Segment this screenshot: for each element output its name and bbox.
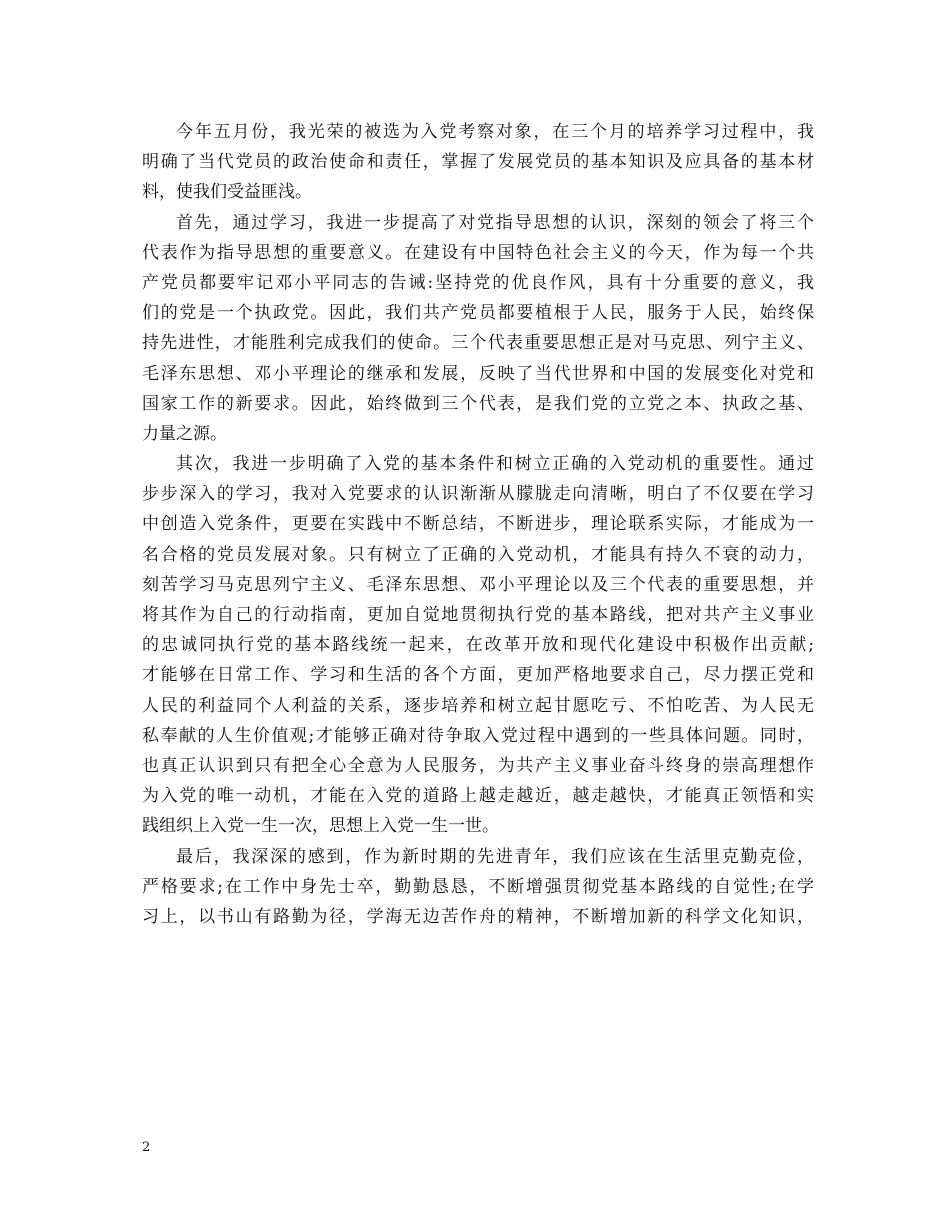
text-line: 刻苦学习马克思列宁主义、毛泽东思想、邓小平理论以及三个代表的重要思想，并 bbox=[142, 574, 814, 595]
text-line: 习上，以书山有路勤为径，学海无边苦作舟的精神，不断增加新的科学文化知识， bbox=[142, 906, 814, 927]
text-line: 最后，我深深的感到，作为新时期的先进青年，我们应该在生活里克勤克俭， bbox=[176, 846, 814, 867]
text-line: 产党员都要牢记邓小平同志的告诫:坚持党的优良作风，具有十分重要的意义，我 bbox=[142, 272, 814, 293]
text-line: 步步深入的学习，我对入党要求的认识渐渐从朦胧走向清晰，明白了不仅要在学习 bbox=[142, 484, 814, 505]
text-line: 持先进性，才能胜利完成我们的使命。三个代表重要思想正是对马克思、列宁主义、 bbox=[142, 333, 814, 354]
paragraph bbox=[142, 117, 814, 208]
text-line: 将其作为自己的行动指南，更加自觉地贯彻执行党的基本路线，把对共产主义事业 bbox=[142, 605, 814, 625]
body-text bbox=[142, 117, 814, 932]
text-line: 人民的利益同个人利益的关系，逐步培养和树立起甘愿吃亏、不怕吃苦、为人民无 bbox=[142, 695, 814, 716]
text-line: 毛泽东思想、邓小平理论的继承和发展，反映了当代世界和中国的发展变化对党和 bbox=[142, 363, 814, 384]
text-line: 料，使我们受益匪浅。 bbox=[142, 182, 312, 203]
text-line: 名合格的党员发展对象。只有树立了正确的入党动机，才能具有持久不衰的动力， bbox=[142, 544, 814, 565]
text-line: 的忠诚同执行党的基本路线统一起来，在改革开放和现代化建设中积极作出贡献; bbox=[142, 635, 814, 656]
text-line: 其次，我进一步明确了入党的基本条件和树立正确的入党动机的重要性。通过 bbox=[176, 454, 814, 475]
text-line: 才能够在日常工作、学习和生活的各个方面，更加严格地要求自己，尽力摆正党和 bbox=[142, 665, 814, 686]
text-line: 今年五月份，我光荣的被选为入党考察对象，在三个月的培养学习过程中，我 bbox=[176, 122, 814, 142]
text-line: 明确了当代党员的政治使命和责任，掌握了发展党员的基本知识及应具备的基本材 bbox=[142, 152, 814, 173]
text-line: 私奉献的人生价值观;才能够正确对待争取入党过程中遇到的一些具体问题。同时， bbox=[142, 725, 814, 746]
paragraph bbox=[142, 449, 814, 841]
text-line: 践组织上入党一生一次，思想上入党一生一世。 bbox=[142, 816, 499, 837]
text-line: 国家工作的新要求。因此，始终做到三个代表，是我们党的立党之本、执政之基、 bbox=[142, 393, 814, 414]
text-line: 为入党的唯一动机，才能在入党的道路上越走越近，越走越快，才能真正领悟和实 bbox=[142, 786, 814, 807]
text-line: 代表作为指导思想的重要意义。在建设有中国特色社会主义的今天，作为每一个共 bbox=[142, 242, 814, 263]
text-line: 也真正认识到只有把全心全意为人民服务，为共产主义事业奋斗终身的崇高理想作 bbox=[142, 755, 814, 776]
paragraph bbox=[142, 208, 814, 450]
text-line: 力量之源。 bbox=[142, 423, 227, 444]
text-line: 首先，通过学习，我进一步提高了对党指导思想的认识，深刻的领会了将三个 bbox=[176, 212, 814, 233]
page-number: 2 bbox=[142, 1140, 151, 1155]
paragraph bbox=[142, 842, 814, 933]
text-line: 中创造入党条件，更要在实践中不断总结，不断进步，理论联系实际，才能成为一 bbox=[142, 514, 814, 535]
text-line: 们的党是一个执政党。因此，我们共产党员都要植根于人民，服务于人民，始终保 bbox=[142, 303, 814, 324]
text-line: 严格要求;在工作中身先士卒，勤勤恳恳，不断增强贯彻党基本路线的自觉性;在学 bbox=[142, 876, 814, 897]
